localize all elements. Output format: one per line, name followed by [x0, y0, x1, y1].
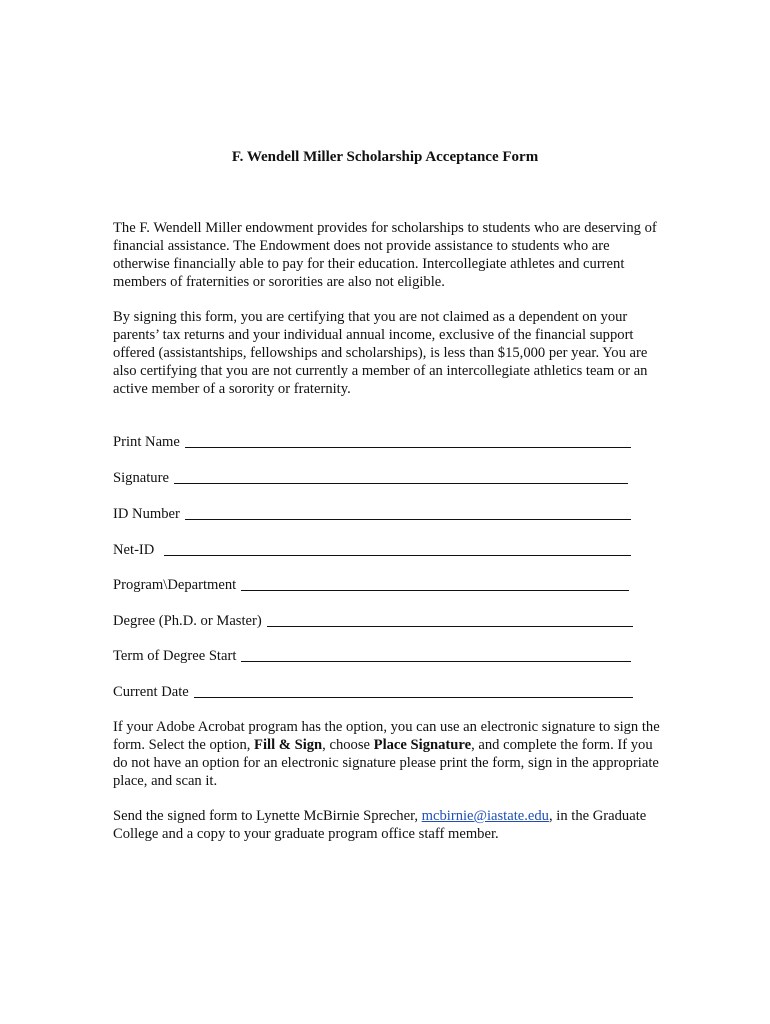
net-id-field — [113, 539, 631, 559]
send-text-1: Send the signed form to Lynette McBirnie Sprecher, — [113, 808, 422, 824]
term-of-degree-start-line[interactable] — [241, 660, 631, 662]
print-name-label: Print Name — [113, 434, 180, 450]
id-number-label: ID Number — [113, 506, 180, 522]
current-date-label: Current Date — [113, 684, 189, 700]
current-date-field — [113, 681, 633, 701]
signature-line[interactable] — [174, 482, 628, 484]
program-department-field — [113, 574, 629, 594]
fill-sign-option: Fill & Sign — [254, 737, 323, 753]
intro-paragraph: The F. Wendell Miller endowment provides for scholarships to students who are deserving of financial assistance. The Endowment does not provide assistance to students who are otherwise financially able to pay for their education. Intercollegiate athletes and current members of fraternities or sororities are also not eligible. — [113, 220, 657, 290]
current-date-line[interactable] — [194, 696, 633, 698]
term-of-degree-start-label: Term of Degree Start — [113, 648, 237, 664]
print-name-line[interactable] — [185, 446, 631, 448]
print-name-field — [113, 431, 631, 451]
net-id-label: Net-ID — [113, 542, 155, 558]
degree-label: Degree (Ph.D. or Master) — [113, 613, 262, 629]
email-link[interactable]: mcbirnie@iastate.edu — [421, 808, 549, 824]
esign-text-2: , choose — [322, 737, 374, 753]
net-id-line[interactable] — [164, 554, 631, 556]
degree-field — [113, 610, 633, 630]
esign-text-3: , and complete the form. If you do not have an option for an electronic signature please print the form, sign in the appropriate place, and scan it. — [113, 737, 659, 789]
electronic-signature-paragraph — [113, 718, 663, 790]
program-department-label: Program\Department — [113, 577, 237, 593]
program-department-line[interactable] — [241, 589, 629, 591]
place-signature-option: Place Signature — [373, 737, 472, 753]
degree-line[interactable] — [267, 625, 633, 627]
signature-label: Signature — [113, 470, 169, 486]
form-title: F. Wendell Miller Scholarship Acceptance Form — [231, 149, 539, 165]
id-number-field — [113, 503, 631, 523]
id-number-line[interactable] — [185, 518, 631, 520]
send-instructions-paragraph — [113, 807, 663, 843]
term-of-degree-start-field — [113, 645, 631, 665]
esign-text-1: If your Adobe Acrobat program has the option, you can use an electronic signature to sign the form. Select the option, — [113, 719, 660, 753]
send-text-2: , in the Graduate College and a copy to your graduate program office staff member. — [113, 808, 647, 842]
signature-field — [113, 467, 628, 487]
certification-paragraph: By signing this form, you are certifying that you are not claimed as a dependent on your parents’ tax returns and your individual annual income, exclusive of the financial support offered (assistantships, fellowships and scholarships), is less than $15,000 per year. You are also certifying that you are not currently a member of an intercollegiate athletics team or an active member of a sorority or fraternity. — [113, 309, 648, 397]
